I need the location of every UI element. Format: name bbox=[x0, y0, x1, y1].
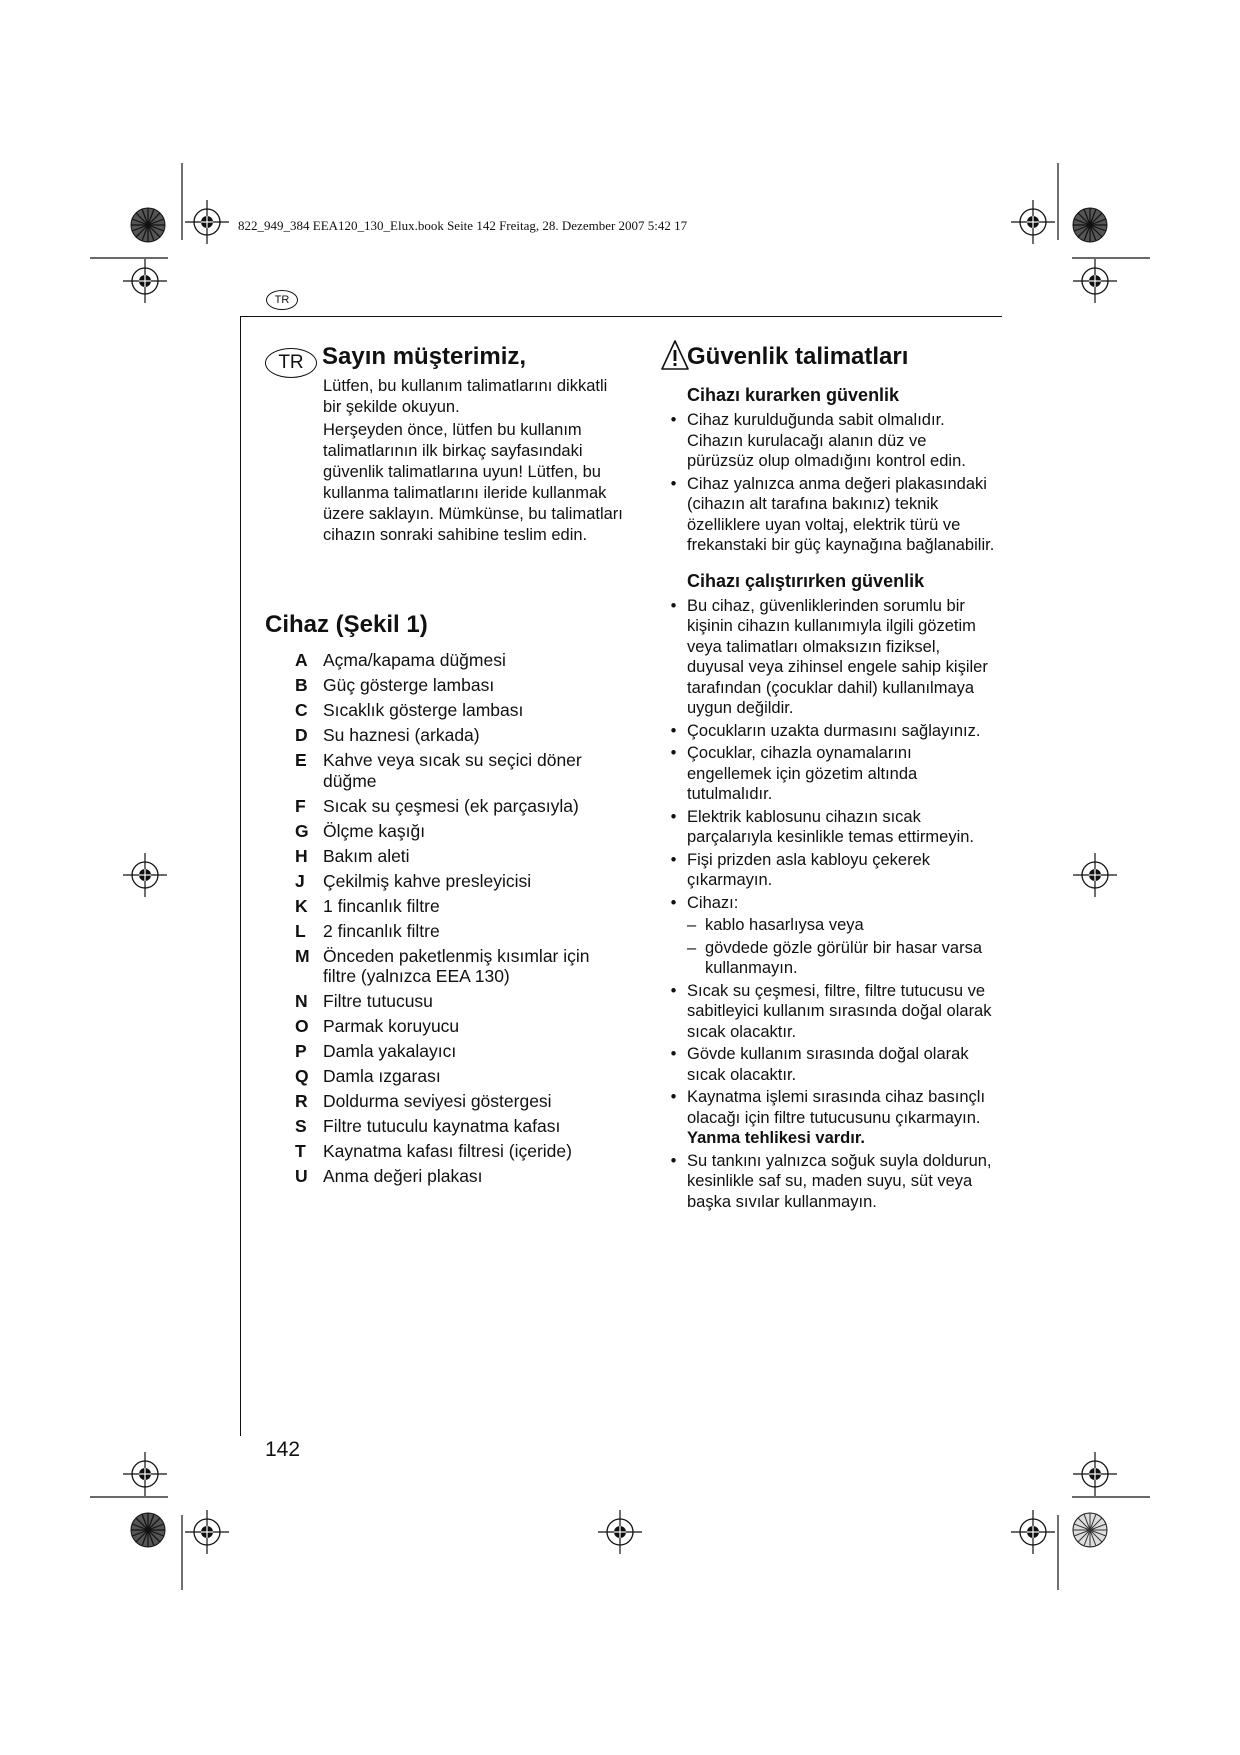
bullet-icon: • bbox=[670, 1045, 677, 1063]
device-title: Cihaz (Şekil 1) bbox=[265, 611, 428, 638]
list-item bbox=[660, 410, 995, 472]
part-letter: S bbox=[295, 1116, 307, 1136]
part-label: Anma değeri plakası bbox=[323, 1166, 483, 1186]
part-letter: D bbox=[295, 725, 308, 745]
list-item bbox=[660, 1151, 995, 1213]
device-parts-list bbox=[295, 650, 625, 1191]
part-label: Bakım aleti bbox=[323, 845, 410, 866]
list-item bbox=[295, 1166, 625, 1187]
bullet-icon: • bbox=[670, 850, 677, 869]
burn-hazard-warning: Yanma tehlikesi vardır. bbox=[687, 1129, 865, 1147]
part-label: Sıcaklık gösterge lambası bbox=[323, 700, 524, 720]
intro-paragraph: Herşeyden önce, lütfen bu kullanım talimatlarının ilk birkaç sayfasındaki güvenlik talimatlarına uyun! Lütfen, bu kullanma talimatlarını ileride kullanmak üzere saklayın. Mümkünse, bu talimatları cihazın sonraki sahibine teslim edin. bbox=[323, 421, 623, 544]
part-label: Sıcak su çeşmesi (ek parçasıyla) bbox=[323, 795, 579, 816]
part-label: Önceden paketlenmiş kısımlar için filtre (yalnızca EEA 130) bbox=[323, 945, 590, 986]
list-item bbox=[660, 981, 995, 1043]
part-label: Filtre tutuculu kaynatma kafası bbox=[323, 1116, 561, 1136]
part-letter: G bbox=[295, 820, 309, 841]
part-label: Filtre tutucusu bbox=[323, 991, 433, 1011]
intro-title: Sayın müşterimiz, bbox=[322, 343, 527, 370]
section-title-setup: Cihazı kurarken güvenlik bbox=[687, 385, 900, 405]
intro-paragraph: Lütfen, bu kullanım talimatlarını dikkatli bir şekilde okuyun. bbox=[323, 377, 608, 416]
safety-title: Güvenlik talimatları bbox=[687, 343, 909, 370]
bullet-icon: • bbox=[670, 893, 677, 912]
part-label: Parmak koruyucu bbox=[323, 1016, 460, 1036]
intro-text bbox=[323, 376, 623, 548]
list-item bbox=[295, 821, 625, 842]
list-item bbox=[687, 915, 995, 936]
section-title-operation: Cihazı çalıştırırken güvenlik bbox=[687, 570, 925, 591]
list-item bbox=[660, 743, 995, 805]
part-letter: U bbox=[295, 1166, 308, 1186]
list-item bbox=[660, 807, 995, 848]
bullet-text: Fişi prizden asla kabloyu çekerek çıkarmayın. bbox=[687, 850, 931, 889]
part-letter: O bbox=[295, 1016, 309, 1036]
list-item bbox=[295, 650, 625, 671]
frame-top-rule bbox=[240, 316, 1002, 317]
part-letter: M bbox=[295, 945, 310, 966]
bullet-text: Sıcak su çeşmesi, filtre, filtre tutucusu ve sabitleyici kullanım sırasında doğal olarak sıcak olacaktır. bbox=[687, 981, 992, 1041]
bullet-icon: • bbox=[670, 1151, 677, 1170]
list-item bbox=[295, 1066, 625, 1087]
part-letter: K bbox=[295, 895, 308, 916]
part-label: Açma/kapama düğmesi bbox=[323, 650, 506, 670]
dash-icon: – bbox=[687, 916, 697, 934]
list-item bbox=[660, 474, 995, 556]
list-item bbox=[295, 1091, 625, 1112]
list-item bbox=[660, 850, 995, 891]
list-item bbox=[295, 796, 625, 817]
bullet-text: Çocuklar, cihazla oynamalarını engellemek için gözetim altında tutulmalıdır. bbox=[687, 744, 918, 803]
part-letter: T bbox=[295, 1141, 306, 1161]
bullet-icon: • bbox=[670, 807, 677, 826]
bullet-text: Elektrik kablosunu cihazın sıcak parçalarıyla kesinlikle temas ettirmeyin. bbox=[687, 807, 975, 846]
part-letter: A bbox=[295, 650, 308, 670]
bullet-text: Cihaz yalnızca anma değeri plakasındaki (cihazın alt tarafına bakınız) teknik özelliklere uyan voltaj, elektrik türü ve frekanstaki bir güç kaynağına bağlanabilir. bbox=[687, 474, 995, 554]
list-item bbox=[295, 946, 625, 987]
bullet-icon: • bbox=[670, 1088, 677, 1106]
part-label: 1 fincanlık filtre bbox=[323, 895, 440, 916]
part-letter: F bbox=[295, 795, 306, 816]
list-item bbox=[295, 1016, 625, 1037]
list-item bbox=[295, 675, 625, 696]
part-label: Su haznesi (arkada) bbox=[323, 725, 480, 745]
list-item bbox=[660, 893, 995, 914]
list-item bbox=[660, 721, 995, 742]
safety-instructions bbox=[660, 384, 995, 1214]
part-letter: Q bbox=[295, 1066, 309, 1086]
language-badge: TR bbox=[266, 290, 298, 310]
bullet-text: Gövde kullanım sırasında doğal olarak sıcak olacaktır. bbox=[687, 1045, 969, 1084]
part-label: Kahve veya sıcak su seçici döner düğme bbox=[323, 750, 582, 791]
part-letter: C bbox=[295, 700, 308, 720]
list-item bbox=[660, 1087, 995, 1149]
bullet-text: Bu cihaz, güvenliklerinden sorumlu bir kişinin cihazın kullanımıyla ilgili gözetim veya talimatları olmaksızın fiziksel, duyusal veya zihinsel engele sahip kişiler tarafından (çocuklar dahil) kullanılmaya uygun değildir. bbox=[687, 596, 988, 717]
bullet-text-mixed bbox=[687, 1087, 995, 1149]
list-item bbox=[295, 725, 625, 746]
list-item bbox=[295, 1116, 625, 1137]
list-item bbox=[295, 1141, 625, 1162]
bullet-text: Cihazı: bbox=[687, 893, 739, 912]
part-label: Ölçme kaşığı bbox=[323, 820, 426, 841]
frame-left-rule bbox=[240, 316, 241, 1436]
bullet-icon: • bbox=[670, 596, 677, 615]
bullet-text: Su tankını yalnızca soğuk suyla doldurun, kesinlikle saf su, maden suyu, süt veya başka sıvılar kullanmayın. bbox=[687, 1151, 992, 1211]
part-letter: H bbox=[295, 845, 308, 866]
bullet-text: Cihaz kurulduğunda sabit olmalıdır. Cihazın kurulacağı alanın düz ve pürüzsüz olup olmadığını kontrol edin. bbox=[687, 411, 966, 470]
dash-icon: – bbox=[687, 938, 697, 957]
list-item bbox=[687, 938, 995, 979]
bullet-icon: • bbox=[670, 721, 677, 740]
bullet-icon: • bbox=[670, 474, 677, 493]
part-label: Güç gösterge lambası bbox=[323, 675, 495, 695]
part-letter: R bbox=[295, 1091, 308, 1111]
list-item bbox=[295, 846, 625, 867]
list-item bbox=[295, 991, 625, 1012]
part-letter: E bbox=[295, 750, 307, 770]
bullet-icon: • bbox=[670, 981, 677, 1000]
part-label: 2 fincanlık filtre bbox=[323, 920, 440, 941]
part-letter: J bbox=[295, 870, 305, 891]
page-number: 142 bbox=[265, 1438, 301, 1461]
part-label: Çekilmiş kahve presleyicisi bbox=[323, 870, 532, 891]
part-letter: L bbox=[295, 920, 306, 941]
part-label: Doldurma seviyesi göstergesi bbox=[323, 1091, 552, 1111]
bullet-icon: • bbox=[670, 411, 677, 429]
list-item bbox=[295, 750, 625, 791]
warning-icon bbox=[660, 338, 690, 372]
part-label: Damla yakalayıcı bbox=[323, 1041, 457, 1061]
list-item bbox=[660, 596, 995, 719]
list-item bbox=[295, 700, 625, 721]
bullet-text: Kaynatma işlemi sırasında cihaz basınçlı olacağı için filtre tutucusunu çıkarmayın. bbox=[687, 1088, 986, 1127]
part-label: Kaynatma kafası filtresi (içeride) bbox=[323, 1141, 572, 1161]
bullet-icon: • bbox=[670, 744, 677, 762]
bullet-text: Çocukların uzakta durmasını sağlayınız. bbox=[687, 721, 981, 740]
list-item bbox=[295, 921, 625, 942]
part-letter: P bbox=[295, 1041, 307, 1061]
part-label: Damla ızgarası bbox=[323, 1066, 441, 1086]
list-item bbox=[295, 1041, 625, 1062]
list-item bbox=[295, 896, 625, 917]
language-badge-large: TR bbox=[265, 348, 317, 378]
part-letter: B bbox=[295, 675, 308, 695]
dash-text: kablo hasarlıysa veya bbox=[705, 916, 864, 934]
list-item bbox=[295, 871, 625, 892]
file-info-header: 822_949_384 EEA120_130_Elux.book Seite 142 Freitag, 28. Dezember 2007 5:42 17 bbox=[238, 218, 688, 233]
part-letter: N bbox=[295, 991, 308, 1011]
dash-text: gövdede gözle görülür bir hasar varsa kullanmayın. bbox=[705, 938, 982, 977]
list-item bbox=[660, 1044, 995, 1085]
